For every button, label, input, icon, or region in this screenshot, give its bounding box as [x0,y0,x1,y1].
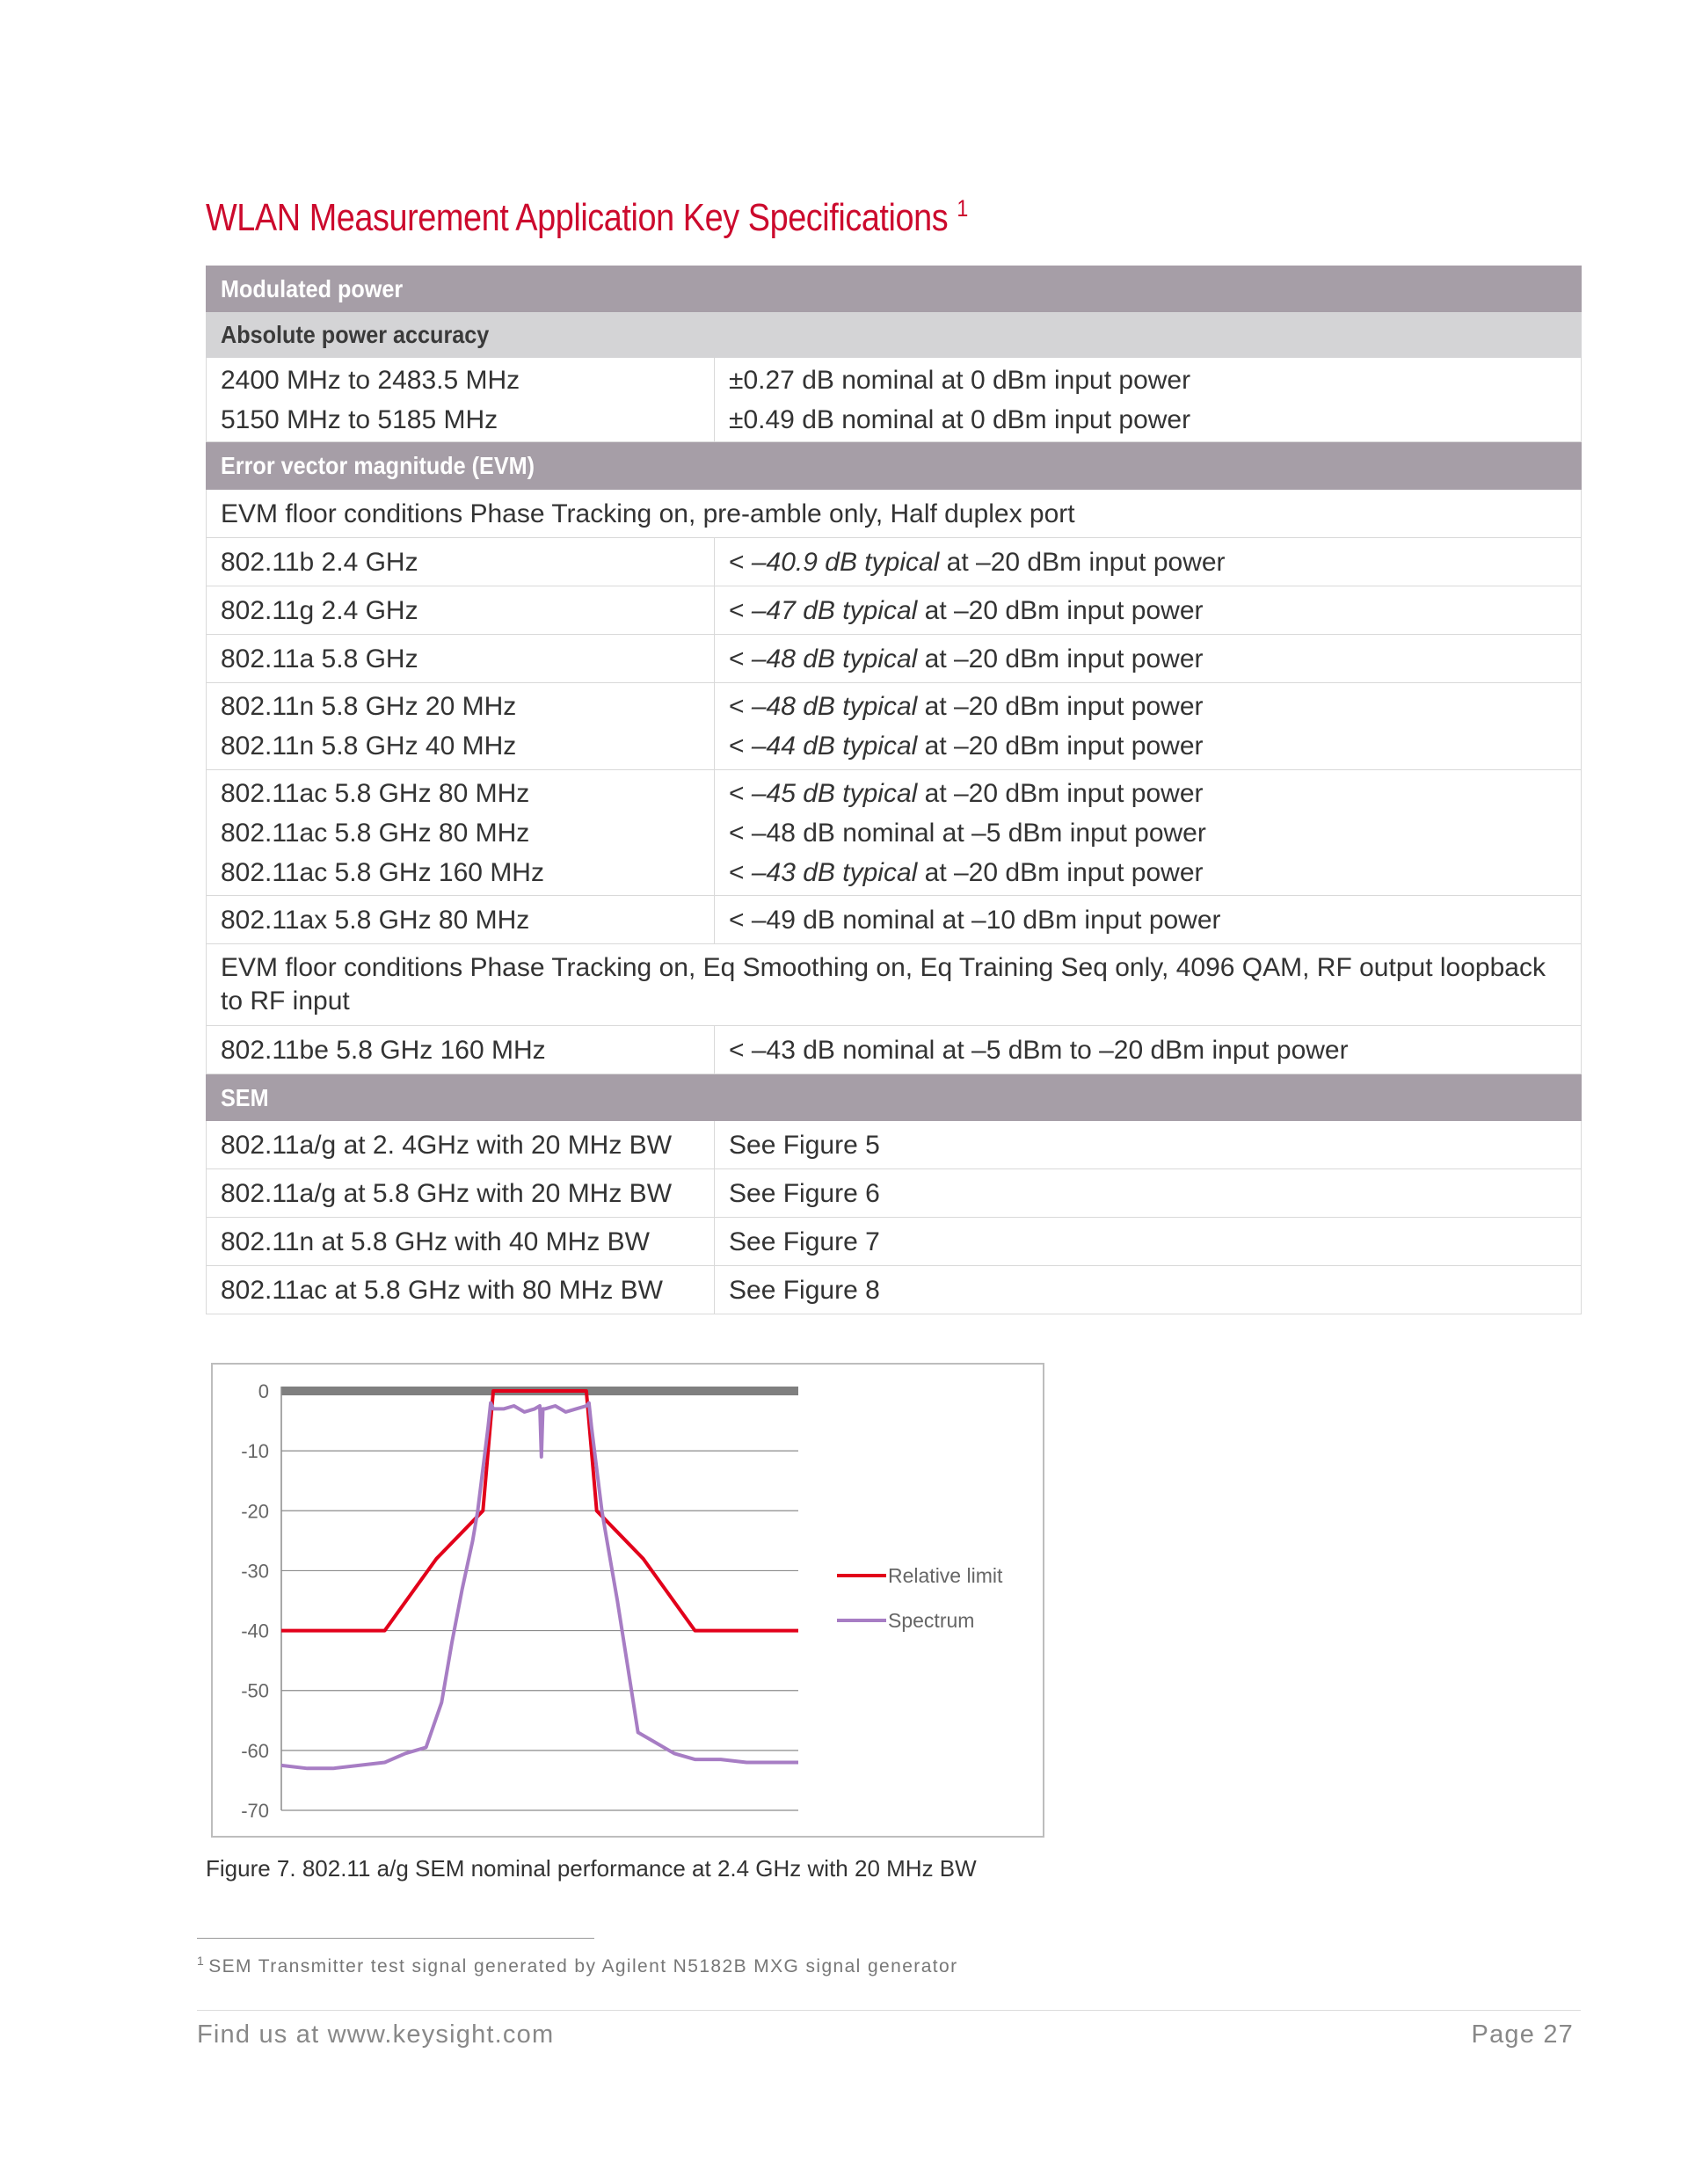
y-tick-label: -40 [241,1620,269,1642]
row-value: ±0.49 dB nominal at 0 dBm input power [729,404,1191,434]
value-suffix: at –20 dBm input power [917,692,1204,721]
value-prefix: < [729,778,752,808]
table-row [207,358,1582,442]
typical-value: –40.9 dB typical [751,547,940,577]
row-label: 5150 MHz to 5185 MHz [221,404,498,434]
figure-caption: Figure 7. 802.11 a/g SEM nominal performance at 2.4 GHz with 20 MHz BW [206,1855,977,1882]
row-label: 802.11be 5.8 GHz 160 MHz [221,1035,546,1065]
page-number: Page 27 [1471,2020,1574,2049]
row-label: 802.11n 5.8 GHz 20 MHz [221,692,517,721]
row-label: 802.11a/g at 2. 4GHz with 20 MHz BW [221,1130,673,1160]
table-row [207,538,1582,586]
value-suffix: at –20 dBm input power [917,644,1204,673]
sem-chart-svg [213,1365,1043,1836]
table-row [207,896,1582,944]
typical-value: –45 dB typical [751,778,918,808]
subheader-absolute-power-accuracy [207,312,1582,358]
row-label: 802.11n 5.8 GHz 40 MHz [221,732,517,761]
value-prefix: < [729,857,752,887]
value-suffix: at –20 dBm input power [939,547,1226,577]
value-prefix: < [729,547,752,577]
table-row [207,1026,1582,1074]
table-row [207,1266,1582,1314]
table-row [207,586,1582,635]
row-label: 802.11n at 5.8 GHz with 40 MHz BW [221,1227,650,1256]
footnote-marker: 1 [197,1954,206,1968]
subheader-label: Absolute power accuracy [221,321,490,348]
figure-reference: See Figure 7 [729,1227,880,1256]
y-tick-label: -70 [241,1800,269,1822]
row-value: < –43 dB nominal at –5 dBm to –20 dBm input power [729,1035,1349,1065]
footer-divider [197,2010,1581,2011]
table-row [207,770,1582,896]
row-label: 802.11ac at 5.8 GHz with 80 MHz BW [221,1275,663,1305]
value-prefix: < [729,692,752,721]
typical-value: –48 dB typical [751,644,918,673]
row-value: ±0.27 dB nominal at 0 dBm input power [729,365,1191,395]
evm-conditions-text: EVM floor conditions Phase Tracking on, pre-amble only, Half duplex port [221,499,1075,528]
figure-reference: See Figure 6 [729,1178,880,1208]
series-line-spectrum [281,1403,798,1769]
value-suffix: at –20 dBm input power [917,732,1204,761]
row-label: 802.11a 5.8 GHz [221,644,418,673]
row-label: 2400 MHz to 2483.5 MHz [221,365,520,395]
row-label: 802.11a/g at 5.8 GHz with 20 MHz BW [221,1178,673,1208]
typical-value: –47 dB typical [751,595,918,625]
value-prefix: < [729,732,752,761]
sem-chart [211,1363,1044,1838]
footer-website[interactable]: Find us at www.keysight.com [197,2020,555,2049]
row-label: 802.11g 2.4 GHz [221,595,418,625]
row-value: < –49 dB nominal at –10 dBm input power [729,905,1221,935]
value-prefix: < [729,644,752,673]
table-row [207,1169,1582,1218]
row-label: 802.11ac 5.8 GHz 80 MHz [221,778,530,808]
y-tick-label: -50 [241,1679,269,1702]
evm-conditions-text: EVM floor conditions Phase Tracking on, Eq Smoothing on, Eq Training Seq only, 4096 QAM, RF output loopback to RF input [221,953,1546,1016]
section-header-modulated-power [207,266,1582,312]
y-tick-label: -20 [241,1500,269,1523]
spec-table [206,266,1582,1314]
typical-value: –43 dB typical [751,857,918,887]
row-label: 802.11ac 5.8 GHz 80 MHz [221,818,530,848]
page-title-text: WLAN Measurement Application Key Specifications [206,196,949,239]
section-header-label: Modulated power [221,275,404,302]
value-suffix: at –20 dBm input power [917,778,1204,808]
table-row [207,635,1582,683]
section-header-evm [207,442,1582,490]
table-row [207,490,1582,538]
table-row [207,683,1582,770]
table-row [207,1218,1582,1266]
section-header-label: Error vector magnitude (EVM) [221,452,535,479]
row-label: 802.11ax 5.8 GHz 80 MHz [221,905,530,935]
page-title [206,195,968,240]
table-row [207,944,1582,1026]
value-suffix: at –20 dBm input power [917,595,1204,625]
footnote-text: SEM Transmitter test signal generated by Agilent N5182B MXG signal generator [208,1956,958,1977]
section-header-label: SEM [221,1083,269,1111]
y-tick-label: -10 [241,1440,269,1463]
legend-label: Relative limit [888,1564,1003,1587]
title-footnote-ref[interactable]: 1 [957,195,968,222]
value-suffix: at –20 dBm input power [917,857,1204,887]
section-header-sem [207,1074,1582,1121]
typical-value: –48 dB typical [751,692,918,721]
y-tick-label: 0 [258,1380,269,1402]
row-value: < –48 dB nominal at –5 dBm input power [729,818,1206,848]
typical-value: –44 dB typical [751,732,918,761]
y-tick-label: -60 [241,1739,269,1762]
figure-reference: See Figure 5 [729,1130,880,1160]
footnote [197,1954,957,1977]
y-tick-label: -30 [241,1560,269,1583]
row-label: 802.11ac 5.8 GHz 160 MHz [221,857,544,887]
table-row [207,1121,1582,1169]
footnote-divider [197,1938,594,1939]
legend-label: Spectrum [888,1609,975,1632]
figure-reference: See Figure 8 [729,1275,880,1305]
row-label: 802.11b 2.4 GHz [221,547,418,577]
value-prefix: < [729,595,752,625]
